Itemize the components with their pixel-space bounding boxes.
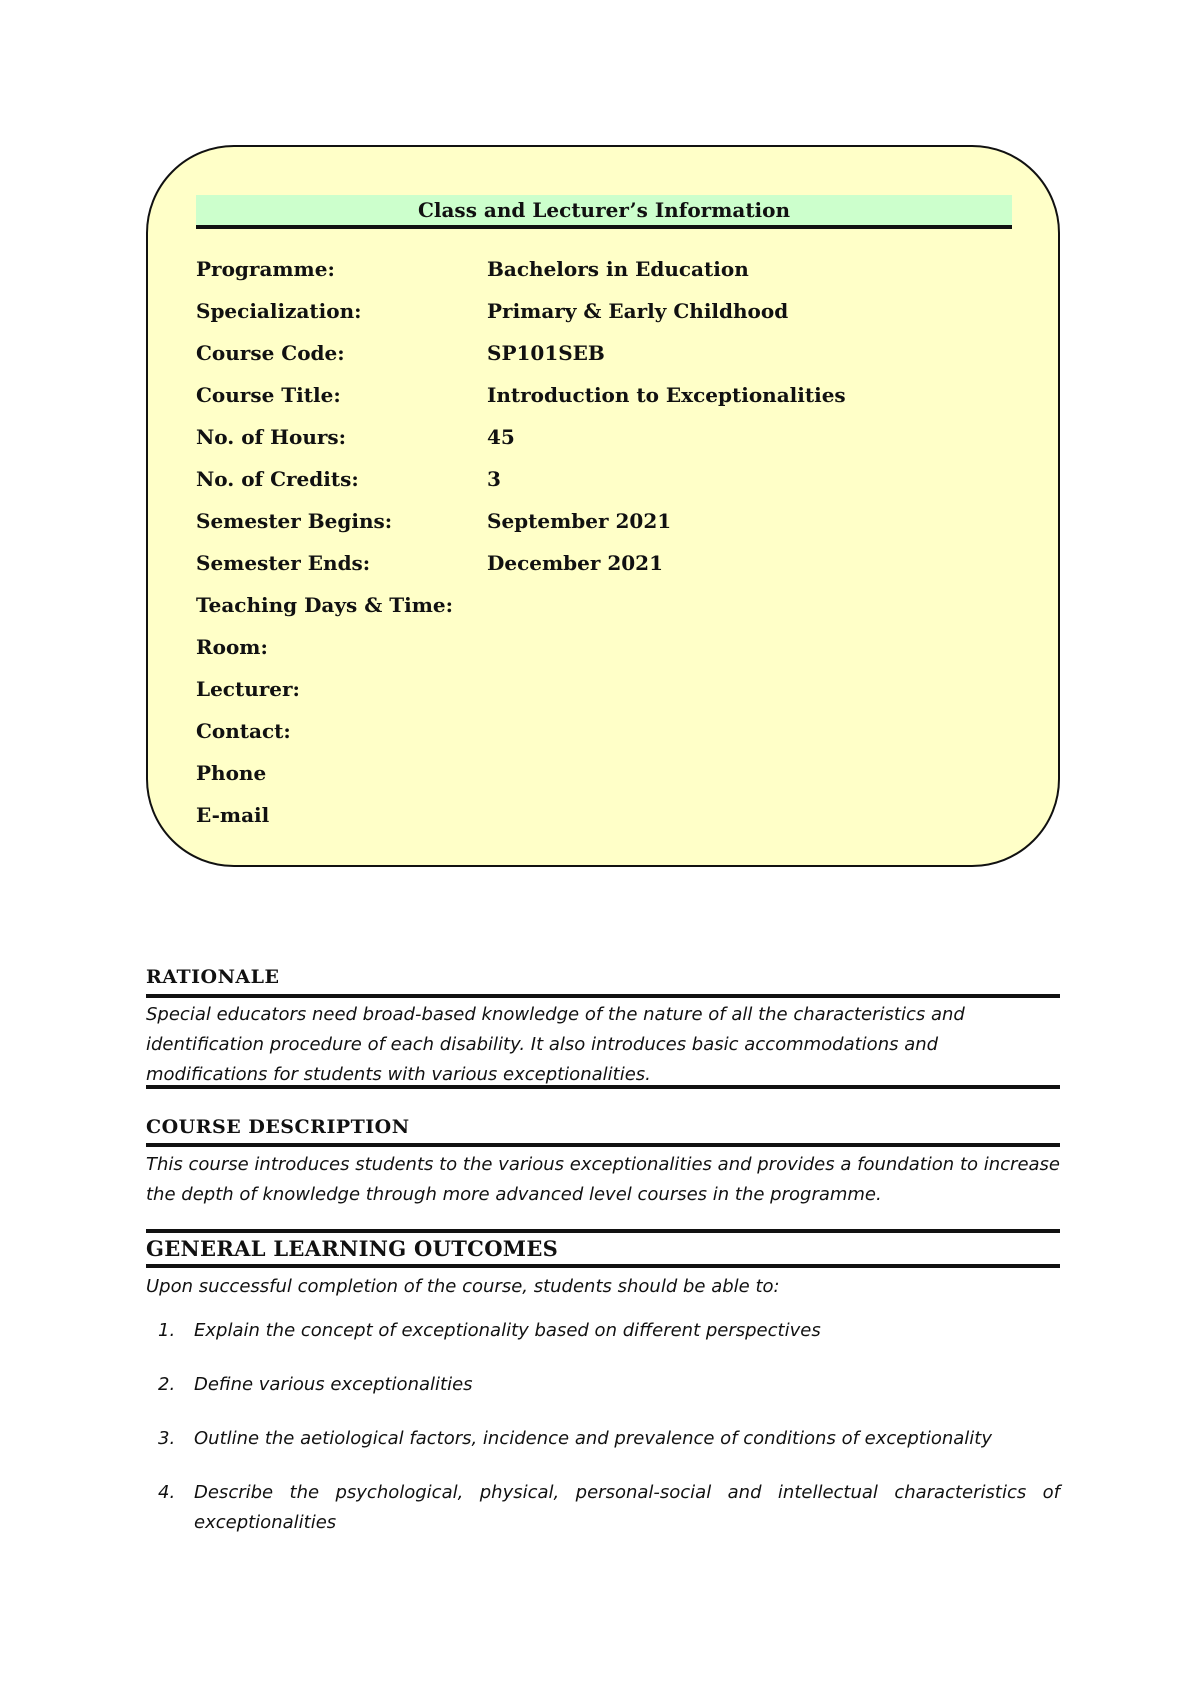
info-label: Course Code: [196,341,345,365]
info-value: 45 [487,425,515,449]
info-label: Phone [196,761,267,785]
class-info-title: Class and Lecturer’s Information [196,195,1012,229]
info-value: 3 [487,467,501,491]
list-item [146,1478,1060,1538]
list-item-number: 2. [158,1374,176,1395]
info-row-course-title [196,374,996,416]
rationale-heading: RATIONALE [146,966,280,988]
list-item-text: Define various exceptionalities [194,1374,473,1395]
learning-outcomes-heading: GENERAL LEARNING OUTCOMES [146,1236,559,1261]
outcomes-top-rule [146,1229,1060,1233]
list-item [146,1370,1060,1400]
info-row-email [196,794,996,836]
course-description-heading: COURSE DESCRIPTION [146,1116,410,1138]
info-row-phone [196,752,996,794]
list-item-text: Outline the aetiological factors, incidence and prevalence of conditions of exceptionality [194,1428,992,1449]
list-item-number: 3. [158,1428,176,1449]
list-item-number: 4. [158,1482,176,1503]
info-value: Bachelors in Education [487,257,749,281]
learning-outcomes-intro: Upon successful completion of the course, students should be able to: [146,1276,780,1297]
info-row-teaching-days [196,584,996,626]
course-description-rule [146,1143,1060,1147]
rationale-top-rule [146,994,1060,998]
info-label: Programme: [196,257,335,281]
info-value: SP101SEB [487,341,605,365]
list-item-text: Describe the psychological, physical, personal-social and intellectual characteristics of exceptionalities [194,1482,1060,1533]
rationale-text: Special educators need broad-based knowledge of the nature of all the characteristics and identification procedure of each disability. It also introduces basic accommodations and modifications for students with various exceptionalities. [146,1004,965,1085]
info-label: Course Title: [196,383,341,407]
info-label: Semester Ends: [196,551,371,575]
info-row-credits [196,458,996,500]
info-label: No. of Credits: [196,467,359,491]
info-value: December 2021 [487,551,664,575]
list-item [146,1424,1060,1454]
info-row-course-code [196,332,996,374]
info-label: E-mail [196,803,270,827]
info-label: Teaching Days & Time: [196,593,453,617]
info-row-hours [196,416,996,458]
info-label: Lecturer: [196,677,300,701]
info-row-specialization [196,290,996,332]
info-row-semester-ends [196,542,996,584]
list-item-text: Explain the concept of exceptionality based on different perspectives [194,1320,821,1341]
info-value: Primary & Early Childhood [487,299,789,323]
info-row-programme [196,248,996,290]
info-label: Specialization: [196,299,362,323]
class-info-rows [196,248,996,836]
info-value: September 2021 [487,509,672,533]
learning-outcomes-list [146,1316,1060,1562]
info-label: Room: [196,635,268,659]
info-row-semester-begins [196,500,996,542]
info-row-contact [196,710,996,752]
course-description-text: This course introduces students to the various exceptionalities and provides a foundation to increase the depth of knowledge through more advanced level courses in the programme. [146,1154,1060,1205]
info-row-room [196,626,996,668]
rationale-bottom-rule [146,1085,1060,1089]
list-item-number: 1. [158,1320,176,1341]
info-label: Contact: [196,719,291,743]
info-row-lecturer [196,668,996,710]
list-item [146,1316,1060,1346]
info-value: Introduction to Exceptionalities [487,383,846,407]
info-label: No. of Hours: [196,425,347,449]
outcomes-bottom-rule [146,1264,1060,1268]
info-label: Semester Begins: [196,509,393,533]
